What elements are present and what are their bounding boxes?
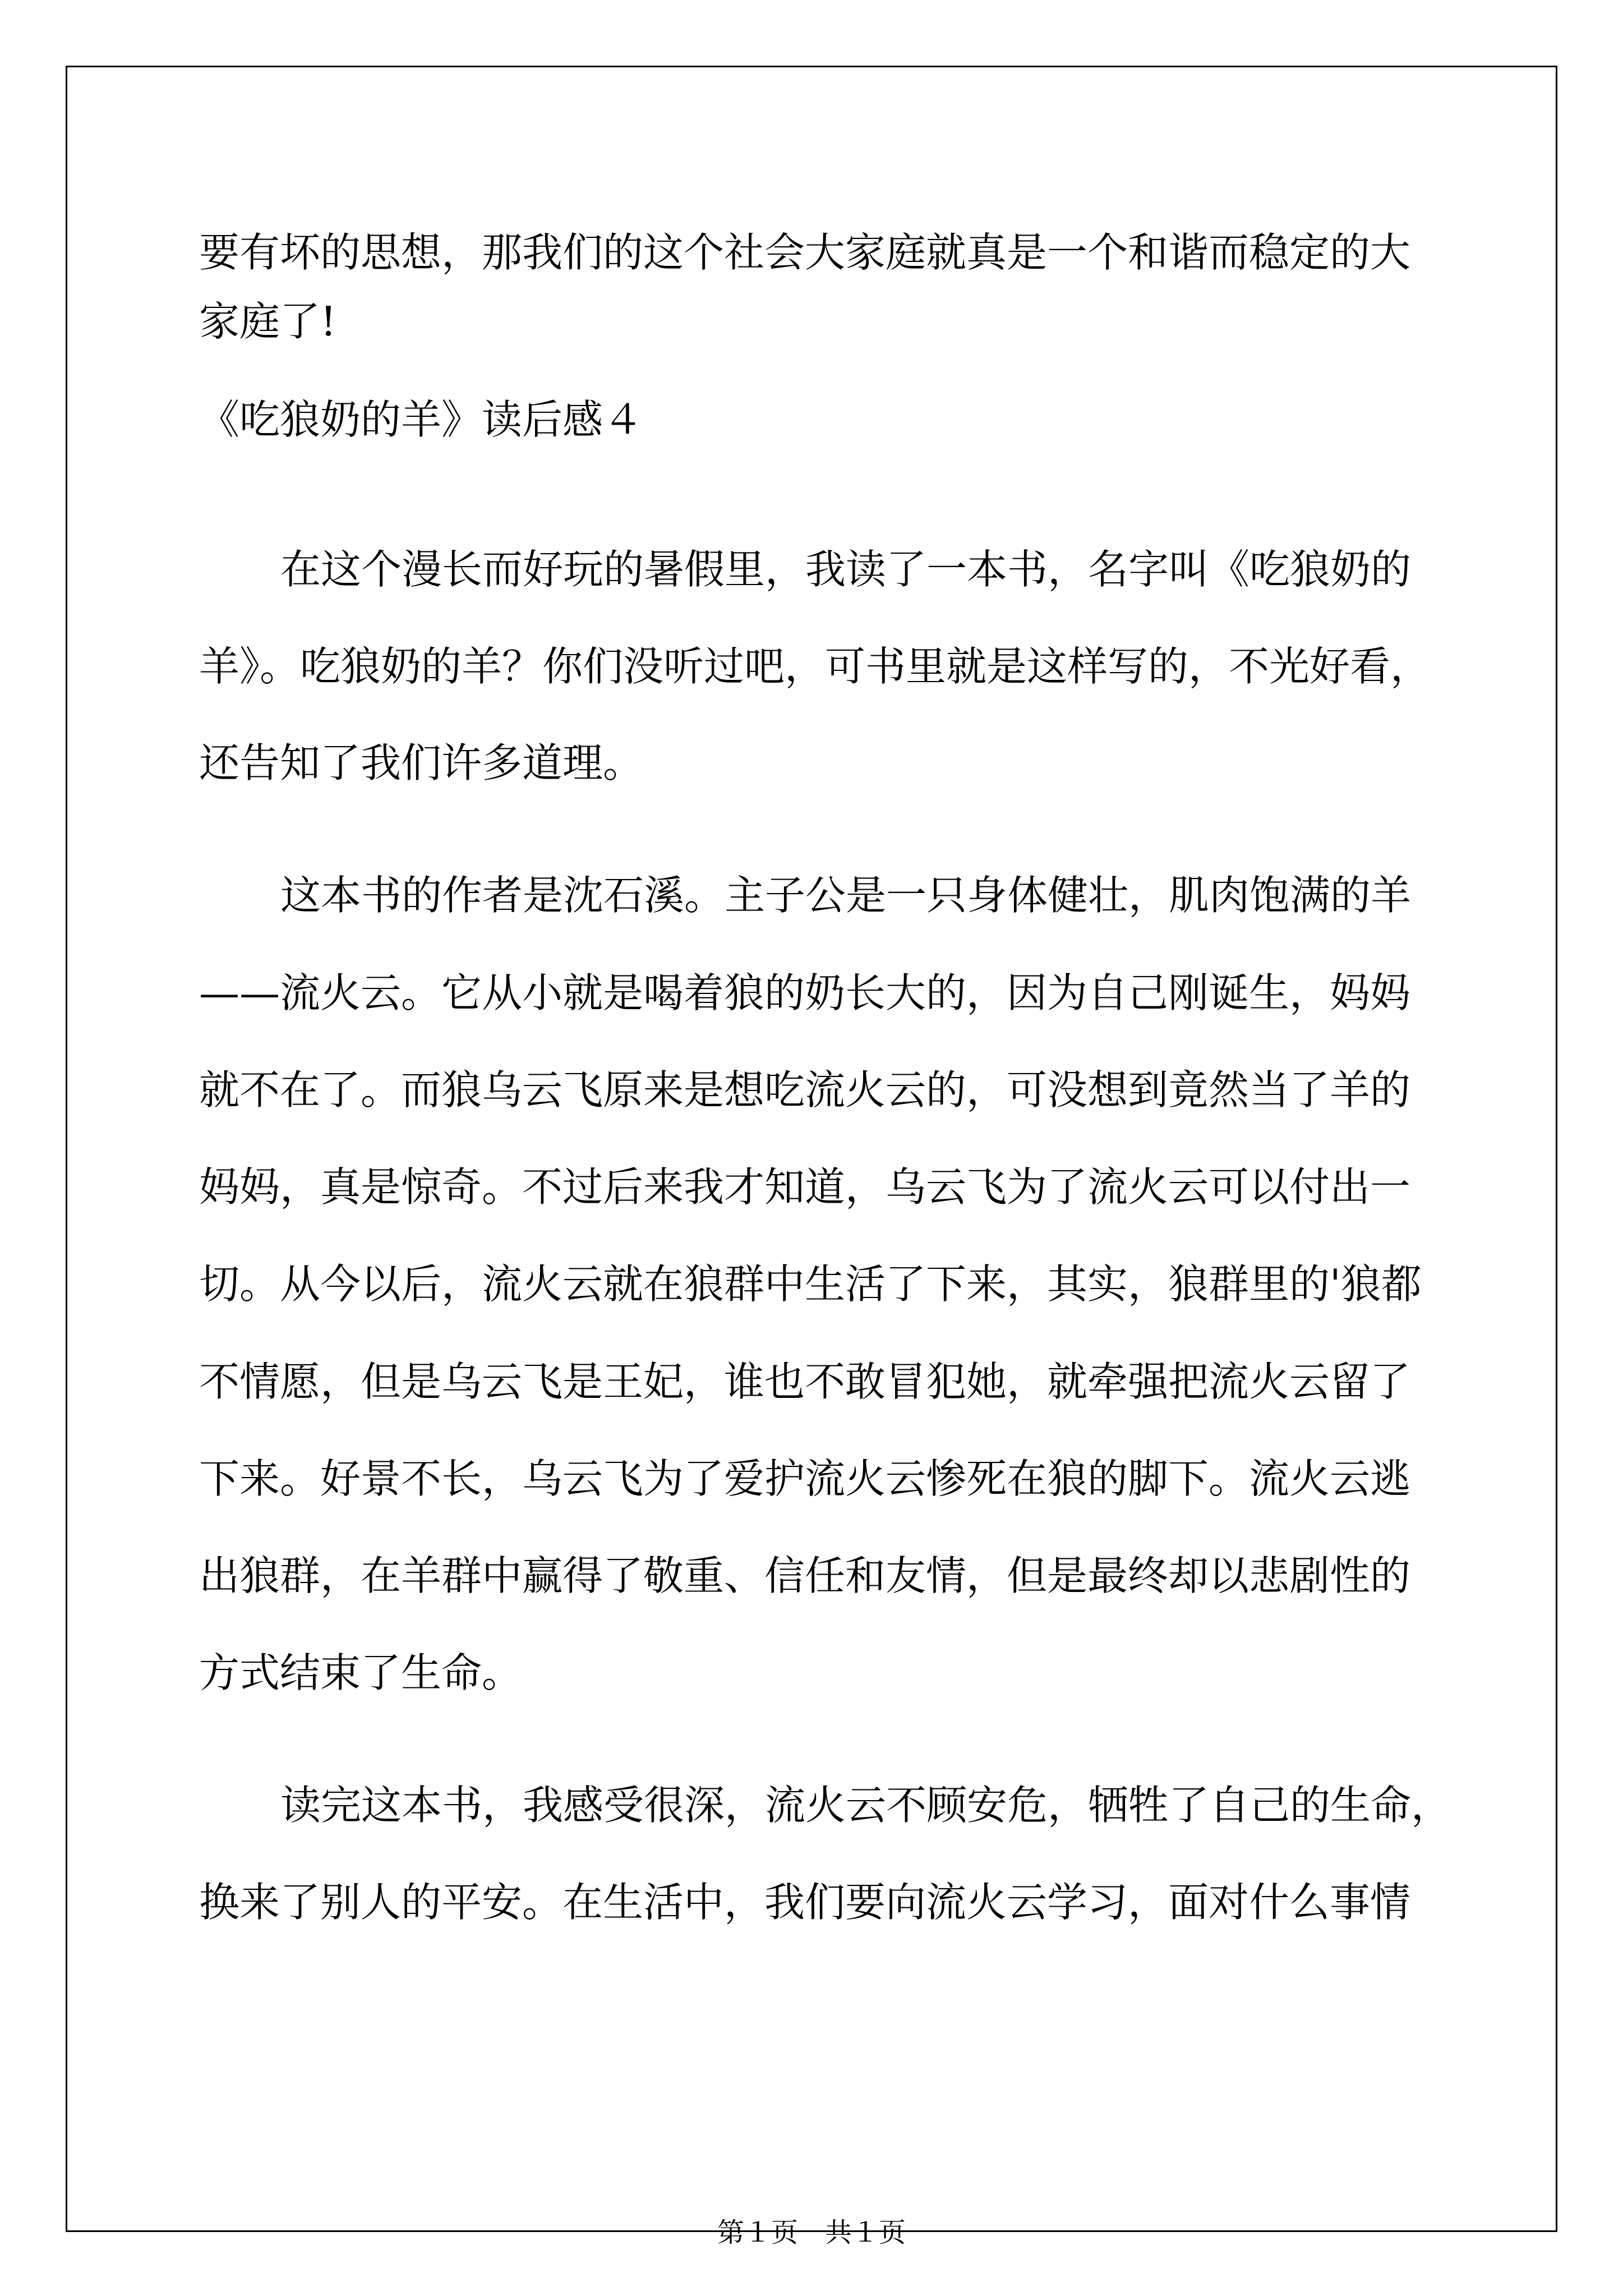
text-line: 切。从今以后，流火云就在狼群中生活了下来，其实，狼群里的'狼都 bbox=[199, 1260, 1422, 1308]
paragraph-first-line: 读完这本书，我感受很深，流火云不顾安危，牺牲了自己的生命， bbox=[280, 1782, 1452, 1829]
text-line: 就不在了。而狼乌云飞原来是想吃流火云的，可没想到竟然当了羊的 bbox=[199, 1066, 1411, 1114]
page-number: 第１页 共１页 bbox=[717, 2217, 906, 2248]
text-line: 不情愿，但是乌云飞是王妃，谁也不敢冒犯她，就牵强把流火云留了 bbox=[199, 1358, 1411, 1405]
text-line: 家庭了! bbox=[199, 298, 336, 345]
text-line: ——流火云。它从小就是喝着狼的奶长大的，因为自己刚诞生，妈妈 bbox=[199, 969, 1411, 1016]
text-line: 方式结束了生命。 bbox=[199, 1649, 523, 1696]
text-line: 羊》。吃狼奶的羊？你们没听过吧，可书里就是这样写的，不光好看， bbox=[199, 643, 1431, 690]
section-heading: 《吃狼奶的羊》读后感４ bbox=[199, 396, 644, 443]
paragraph-first-line: 在这个漫长而好玩的暑假里，我读了一本书，名字叫《吃狼奶的 bbox=[280, 546, 1412, 593]
text-line: 换来了别人的平安。在生活中，我们要向流火云学习，面对什么事情 bbox=[199, 1879, 1411, 1926]
paragraph-first-line: 这本书的作者是沈石溪。主子公是一只身体健壮，肌肉饱满的羊 bbox=[280, 872, 1412, 919]
text-line: 还告知了我们许多道理。 bbox=[199, 739, 644, 786]
text-line: 要有坏的思想，那我们的这个社会大家庭就真是一个和谐而稳定的大 bbox=[199, 229, 1411, 276]
text-line: 出狼群，在羊群中赢得了敬重、信任和友情，但是最终却以悲剧性的 bbox=[199, 1552, 1411, 1599]
text-line: 妈妈，真是惊奇。不过后来我才知道，乌云飞为了流火云可以付出一 bbox=[199, 1163, 1411, 1211]
text-line: 下来。好景不长，乌云飞为了爱护流火云惨死在狼的脚下。流火云逃 bbox=[199, 1455, 1411, 1502]
